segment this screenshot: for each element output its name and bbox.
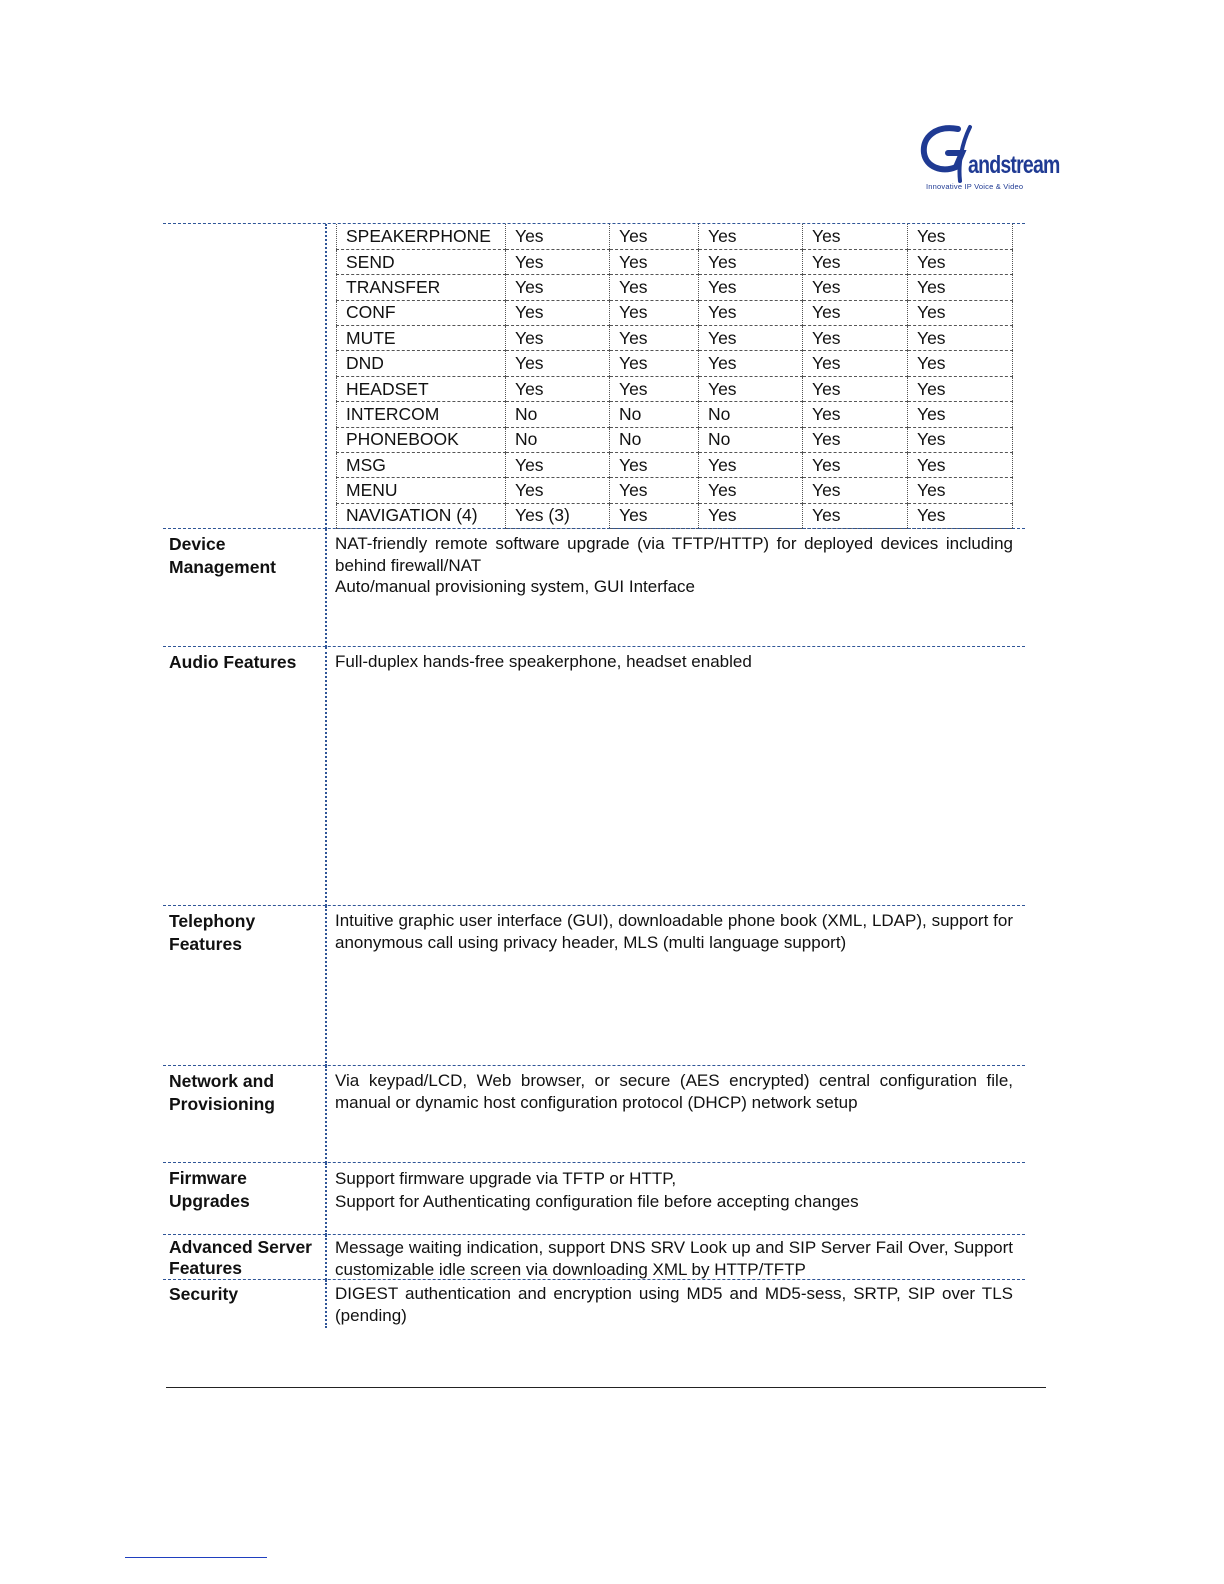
table-row bbox=[337, 376, 1013, 401]
support-cell: Yes bbox=[506, 478, 610, 503]
support-cell: Yes bbox=[506, 453, 610, 478]
support-cell: Yes bbox=[908, 224, 1013, 249]
table-row bbox=[337, 275, 1013, 300]
support-cell: Yes (3) bbox=[506, 503, 610, 528]
support-cell: Yes bbox=[908, 478, 1013, 503]
column-divider bbox=[325, 224, 327, 529]
footer-rule bbox=[166, 1387, 1046, 1388]
support-cell: No bbox=[699, 402, 803, 427]
support-cell: Yes bbox=[610, 453, 699, 478]
support-cell: Yes bbox=[610, 249, 699, 274]
support-cell: Yes bbox=[610, 275, 699, 300]
footer-link-underline bbox=[125, 1557, 267, 1558]
table-row bbox=[337, 224, 1013, 249]
body-line: Intuitive graphic user interface (GUI), downloadable phone book (XML, LDAP), support for anonymous call using privacy header, MLS (multi language support) bbox=[335, 911, 1013, 952]
section-body bbox=[335, 1283, 1013, 1326]
support-cell: Yes bbox=[908, 326, 1013, 351]
section-label: Audio Features bbox=[169, 652, 297, 672]
section-body bbox=[335, 910, 1013, 953]
table-row bbox=[337, 503, 1013, 528]
key-name-cell: NAVIGATION (4) bbox=[337, 503, 506, 528]
support-cell: Yes bbox=[699, 300, 803, 325]
support-cell: Yes bbox=[506, 300, 610, 325]
body-line: Via keypad/LCD, Web browser, or secure (AES encrypted) central configuration file, manual or dynamic host configuration protocol (DHCP) network setup bbox=[335, 1071, 1013, 1112]
body-line: Auto/manual provisioning system, GUI Interface bbox=[335, 577, 695, 596]
support-cell: Yes bbox=[506, 224, 610, 249]
support-cell: No bbox=[506, 427, 610, 452]
section-label: Firmware Upgrades bbox=[169, 1168, 250, 1211]
key-name-cell: TRANSFER bbox=[337, 275, 506, 300]
support-cell: Yes bbox=[908, 249, 1013, 274]
section-audio-features bbox=[163, 646, 1025, 906]
support-cell: Yes bbox=[803, 478, 908, 503]
support-cell: Yes bbox=[908, 376, 1013, 401]
section-body bbox=[335, 1237, 1013, 1280]
support-cell: Yes bbox=[908, 427, 1013, 452]
support-cell: Yes bbox=[803, 402, 908, 427]
body-line: Message waiting indication, support DNS SRV Look up and SIP Server Fail Over, Support customizable idle screen via downloading XML by HTTP/TFTP bbox=[335, 1238, 1013, 1279]
support-cell: Yes bbox=[908, 402, 1013, 427]
support-cell: Yes bbox=[908, 503, 1013, 528]
support-cell: Yes bbox=[610, 478, 699, 503]
key-name-cell: MUTE bbox=[337, 326, 506, 351]
support-cell: Yes bbox=[803, 427, 908, 452]
support-cell: Yes bbox=[803, 275, 908, 300]
section-telephony-features bbox=[163, 905, 1025, 1066]
key-name-cell: MSG bbox=[337, 453, 506, 478]
section-body bbox=[335, 1070, 1013, 1113]
section-label: Security bbox=[169, 1284, 239, 1304]
section-label: Device Management bbox=[169, 534, 276, 577]
support-cell: Yes bbox=[908, 300, 1013, 325]
section-body bbox=[335, 533, 1013, 598]
table-row bbox=[337, 351, 1013, 376]
table-row bbox=[337, 478, 1013, 503]
support-cell: No bbox=[610, 427, 699, 452]
support-cell: Yes bbox=[699, 326, 803, 351]
support-cell: Yes bbox=[803, 224, 908, 249]
support-cell: Yes bbox=[506, 376, 610, 401]
section-security bbox=[163, 1279, 1025, 1328]
support-cell: Yes bbox=[908, 351, 1013, 376]
support-cell: Yes bbox=[699, 275, 803, 300]
support-cell: No bbox=[506, 402, 610, 427]
key-name-cell: MENU bbox=[337, 478, 506, 503]
support-cell: Yes bbox=[908, 453, 1013, 478]
key-name-cell: HEADSET bbox=[337, 376, 506, 401]
key-name-cell: SPEAKERPHONE bbox=[337, 224, 506, 249]
section-label: Network and Provisioning bbox=[169, 1071, 275, 1114]
support-cell: Yes bbox=[506, 275, 610, 300]
key-name-cell: SEND bbox=[337, 249, 506, 274]
support-cell: Yes bbox=[699, 478, 803, 503]
table-row bbox=[337, 326, 1013, 351]
support-cell: Yes bbox=[699, 503, 803, 528]
support-cell: Yes bbox=[699, 376, 803, 401]
table-row bbox=[337, 300, 1013, 325]
table-row bbox=[337, 427, 1013, 452]
support-cell: Yes bbox=[803, 503, 908, 528]
body-line: NAT-friendly remote software upgrade (via TFTP/HTTP) for deployed devices including behind firewall/NAT bbox=[335, 534, 1013, 575]
support-cell: Yes bbox=[803, 300, 908, 325]
body-line: Support firmware upgrade via TFTP or HTTP, bbox=[335, 1169, 677, 1188]
support-cell: Yes bbox=[506, 249, 610, 274]
logo-wordmark: andstream bbox=[968, 151, 1060, 179]
support-cell: Yes bbox=[610, 503, 699, 528]
key-name-cell: DND bbox=[337, 351, 506, 376]
section-body bbox=[335, 1167, 1013, 1213]
support-cell: No bbox=[699, 427, 803, 452]
support-cell: Yes bbox=[699, 224, 803, 249]
body-line: Full-duplex hands-free speakerphone, headset enabled bbox=[335, 652, 752, 671]
table-row bbox=[337, 402, 1013, 427]
support-cell: Yes bbox=[803, 376, 908, 401]
support-cell: Yes bbox=[803, 351, 908, 376]
key-name-cell: CONF bbox=[337, 300, 506, 325]
table-row bbox=[337, 249, 1013, 274]
support-cell: Yes bbox=[610, 376, 699, 401]
support-cell: Yes bbox=[908, 275, 1013, 300]
support-cell: Yes bbox=[506, 326, 610, 351]
section-label: Telephony Features bbox=[169, 911, 256, 954]
support-cell: Yes bbox=[610, 351, 699, 376]
section-firmware-upgrades bbox=[163, 1162, 1025, 1235]
support-cell: Yes bbox=[610, 224, 699, 249]
body-line: Support for Authenticating configuration file before accepting changes bbox=[335, 1192, 859, 1211]
logo-tagline: Innovative IP Voice & Video bbox=[926, 182, 1024, 191]
support-cell: Yes bbox=[803, 249, 908, 274]
support-cell: Yes bbox=[803, 453, 908, 478]
support-cell: Yes bbox=[610, 300, 699, 325]
section-body bbox=[335, 651, 1013, 673]
section-network-provisioning bbox=[163, 1065, 1025, 1163]
body-line: DIGEST authentication and encryption using MD5 and MD5-sess, SRTP, SIP over TLS (pending) bbox=[335, 1284, 1013, 1325]
support-cell: No bbox=[610, 402, 699, 427]
key-name-cell: PHONEBOOK bbox=[337, 427, 506, 452]
support-cell: Yes bbox=[506, 351, 610, 376]
key-support-table bbox=[336, 224, 1013, 529]
section-advanced-server bbox=[163, 1234, 1025, 1280]
support-cell: Yes bbox=[610, 326, 699, 351]
support-cell: Yes bbox=[699, 351, 803, 376]
section-label: Advanced Server Features bbox=[169, 1237, 312, 1278]
key-name-cell: INTERCOM bbox=[337, 402, 506, 427]
support-cell: Yes bbox=[699, 453, 803, 478]
table-row bbox=[337, 453, 1013, 478]
section-device-management bbox=[163, 528, 1025, 647]
support-cell: Yes bbox=[803, 326, 908, 351]
support-cell: Yes bbox=[699, 249, 803, 274]
